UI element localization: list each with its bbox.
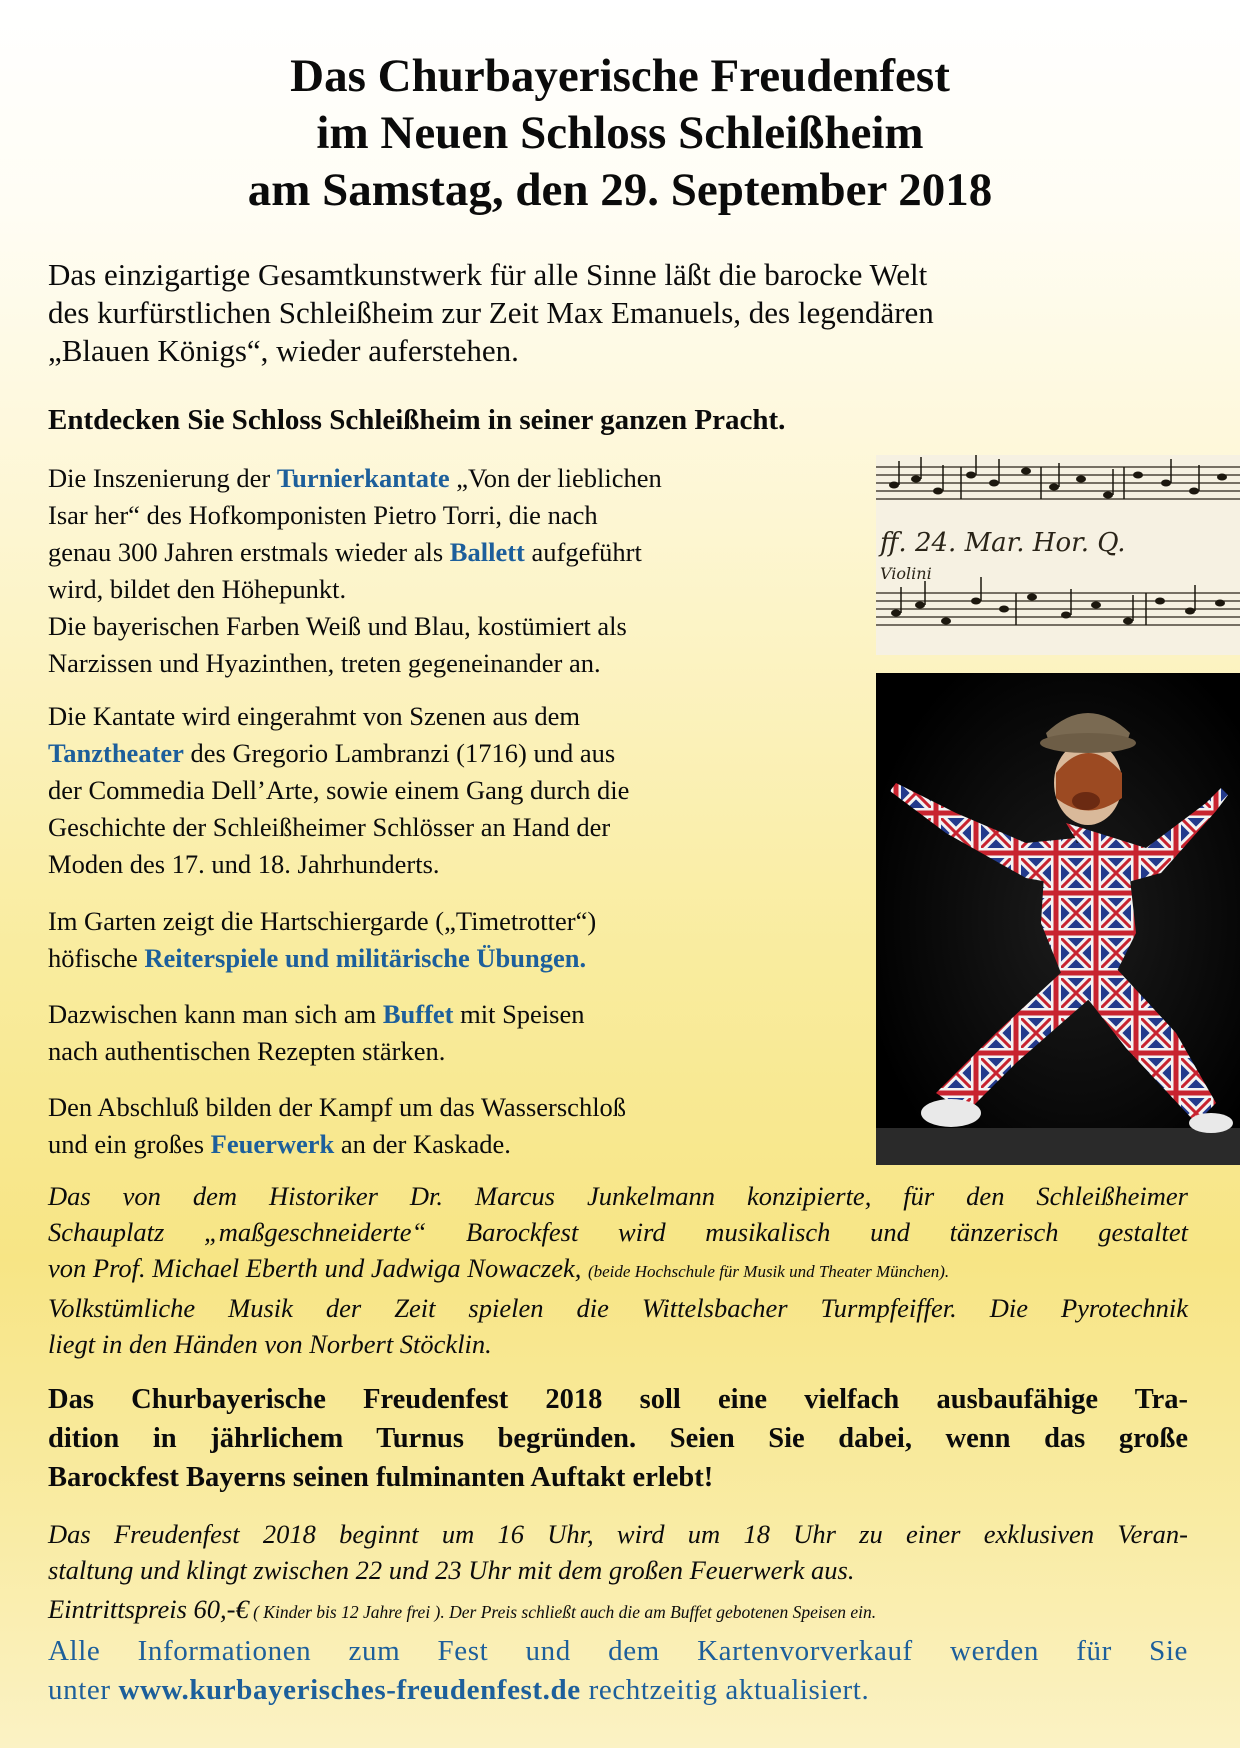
page-title [60, 48, 1180, 219]
text-line: Narzissen und Hyazinthen, treten gegeneinander an. [48, 648, 601, 678]
tanztheater-paragraph [48, 698, 868, 883]
text-line: Die bayerischen Farben Weiß und Blau, kostümiert als [48, 611, 627, 641]
text-line: dition in jährlichem Turnus begründen. Seien Sie dabei, wenn das große [48, 1423, 1188, 1454]
text: „Von der lieblichen [449, 463, 662, 493]
highlight-reiterspiele: Reiterspiele und militärische Übungen. [144, 943, 587, 973]
intro-paragraph [48, 256, 1198, 370]
highlight-turnierkantate: Turnierkantate [276, 463, 450, 493]
text: aufgeführt [524, 537, 642, 567]
price: Eintrittspreis 60,-€ [48, 1594, 249, 1624]
text-line: Das Churbayerische Freudenfest 2018 soll eine vielfach ausbaufähige Tra- [48, 1384, 1188, 1415]
intro-line: „Blauen Königs“, wieder auferstehen. [48, 333, 519, 368]
text-line: Alle Informationen zum Fest und dem Kartenvorverkauf werden für Sie [48, 1635, 1188, 1667]
info-paragraph [48, 1632, 1188, 1710]
text: höfische [48, 943, 145, 973]
text-line: der Commedia Dell’Arte, sowie einem Gang durch die [48, 775, 630, 805]
small-note: (beide Hochschule für Musik und Theater München). [587, 1262, 950, 1281]
highlight-ballett: Ballett [449, 537, 525, 567]
text: und ein großes [48, 1129, 211, 1159]
text-line: Isar her“ des Hofkomponisten Pietro Torri, die nach [48, 500, 598, 530]
text: mit Speisen [453, 999, 585, 1029]
highlight-feuerwerk: Feuerwerk [210, 1129, 335, 1159]
text-line: Volkstümliche Musik der Zeit spielen die Wittelsbacher Turmpfeiffer. Die Pyrotechnik [48, 1293, 1188, 1323]
text-line: Den Abschluß bilden der Kampf um das Wasserschloß [48, 1092, 627, 1122]
text-line: Das von dem Historiker Dr. Marcus Junkelmann konzipierte, für den Schleißheimer [48, 1181, 1188, 1211]
intro-line: Das einzigartige Gesamtkunstwerk für alle Sinne läßt die barocke Welt [48, 257, 928, 292]
buffet-paragraph [48, 996, 868, 1070]
text-line: Die Kantate wird eingerahmt von Szenen aus dem [48, 701, 581, 731]
schedule-paragraph [48, 1516, 1188, 1588]
price-line [48, 1594, 1198, 1625]
title-line-1: Das Churbayerische Freudenfest [290, 50, 950, 102]
kids-note: ( Kinder bis 12 Jahre frei ). [248, 1602, 445, 1622]
text: rechtzeitig aktualisiert. [580, 1674, 870, 1706]
music-score-icon [876, 455, 1240, 655]
text: Die Inszenierung der [48, 463, 277, 493]
text-line: Geschichte der Schleißheimer Schlösser an Hand der [48, 812, 611, 842]
organizers-paragraph [48, 1178, 1188, 1362]
intro-line: des kurfürstlichen Schleißheim zur Zeit Max Emanuels, des legendären [48, 295, 934, 330]
website-link[interactable]: www.kurbayerisches-freudenfest.de [118, 1674, 581, 1706]
text-line: Moden des 17. und 18. Jahrhunderts. [48, 849, 440, 879]
text-line: nach authentischen Rezepten stärken. [48, 1036, 446, 1066]
garden-paragraph [48, 903, 868, 977]
text-line: Barockfest Bayerns seinen fulminanten Auftakt erlebt! [48, 1462, 714, 1493]
text: Dazwischen kann man sich am [48, 999, 383, 1029]
title-line-3: am Samstag, den 29. September 2018 [247, 164, 993, 216]
text-line: wird, bildet den Höhepunkt. [48, 574, 347, 604]
text: unter [48, 1674, 119, 1706]
cantata-paragraph [48, 460, 868, 682]
highlight-tanztheater: Tanztheater [48, 738, 184, 768]
text: des Gregorio Lambranzi (1716) und aus [183, 738, 616, 768]
text: von Prof. Michael Eberth und Jadwiga Nowaczek, [48, 1253, 588, 1283]
svg-text:Violini: Violini [880, 564, 932, 583]
text-line: Im Garten zeigt die Hartschiergarde („Timetrotter“) [48, 906, 597, 936]
highlight-buffet: Buffet [382, 999, 454, 1029]
text: genau 300 Jahren erstmals wieder als [48, 537, 450, 567]
text-line: Schauplatz „maßgeschneiderte“ Barockfest wird musikalisch und tänzerisch gestaltet [48, 1217, 1188, 1247]
buffet-note: Der Preis schließt auch die am Buffet gebotenen Speisen ein. [444, 1602, 877, 1622]
harlequin-dancer-photo [876, 673, 1240, 1165]
text-line: liegt in den Händen von Norbert Stöcklin. [48, 1329, 492, 1359]
text-line: Das Freudenfest 2018 beginnt um 16 Uhr, wird um 18 Uhr zu einer exklusiven Veran- [48, 1519, 1188, 1549]
fireworks-paragraph [48, 1089, 868, 1163]
harlequin-dancer-icon [876, 673, 1240, 1165]
music-score-image [876, 455, 1240, 655]
text: an der Kaskade. [334, 1129, 511, 1159]
discover-heading: Entdecken Sie Schloss Schleißheim in seiner ganzen Pracht. [48, 404, 786, 436]
svg-text:ff. 24. Mar. Hor. Q.: ff. 24. Mar. Hor. Q. [880, 528, 1126, 558]
text-line: staltung und klingt zwischen 22 und 23 Uhr mit dem großen Feuerwerk aus. [48, 1555, 855, 1585]
tradition-paragraph [48, 1380, 1188, 1497]
title-line-2: im Neuen Schloss Schleißheim [316, 107, 924, 159]
